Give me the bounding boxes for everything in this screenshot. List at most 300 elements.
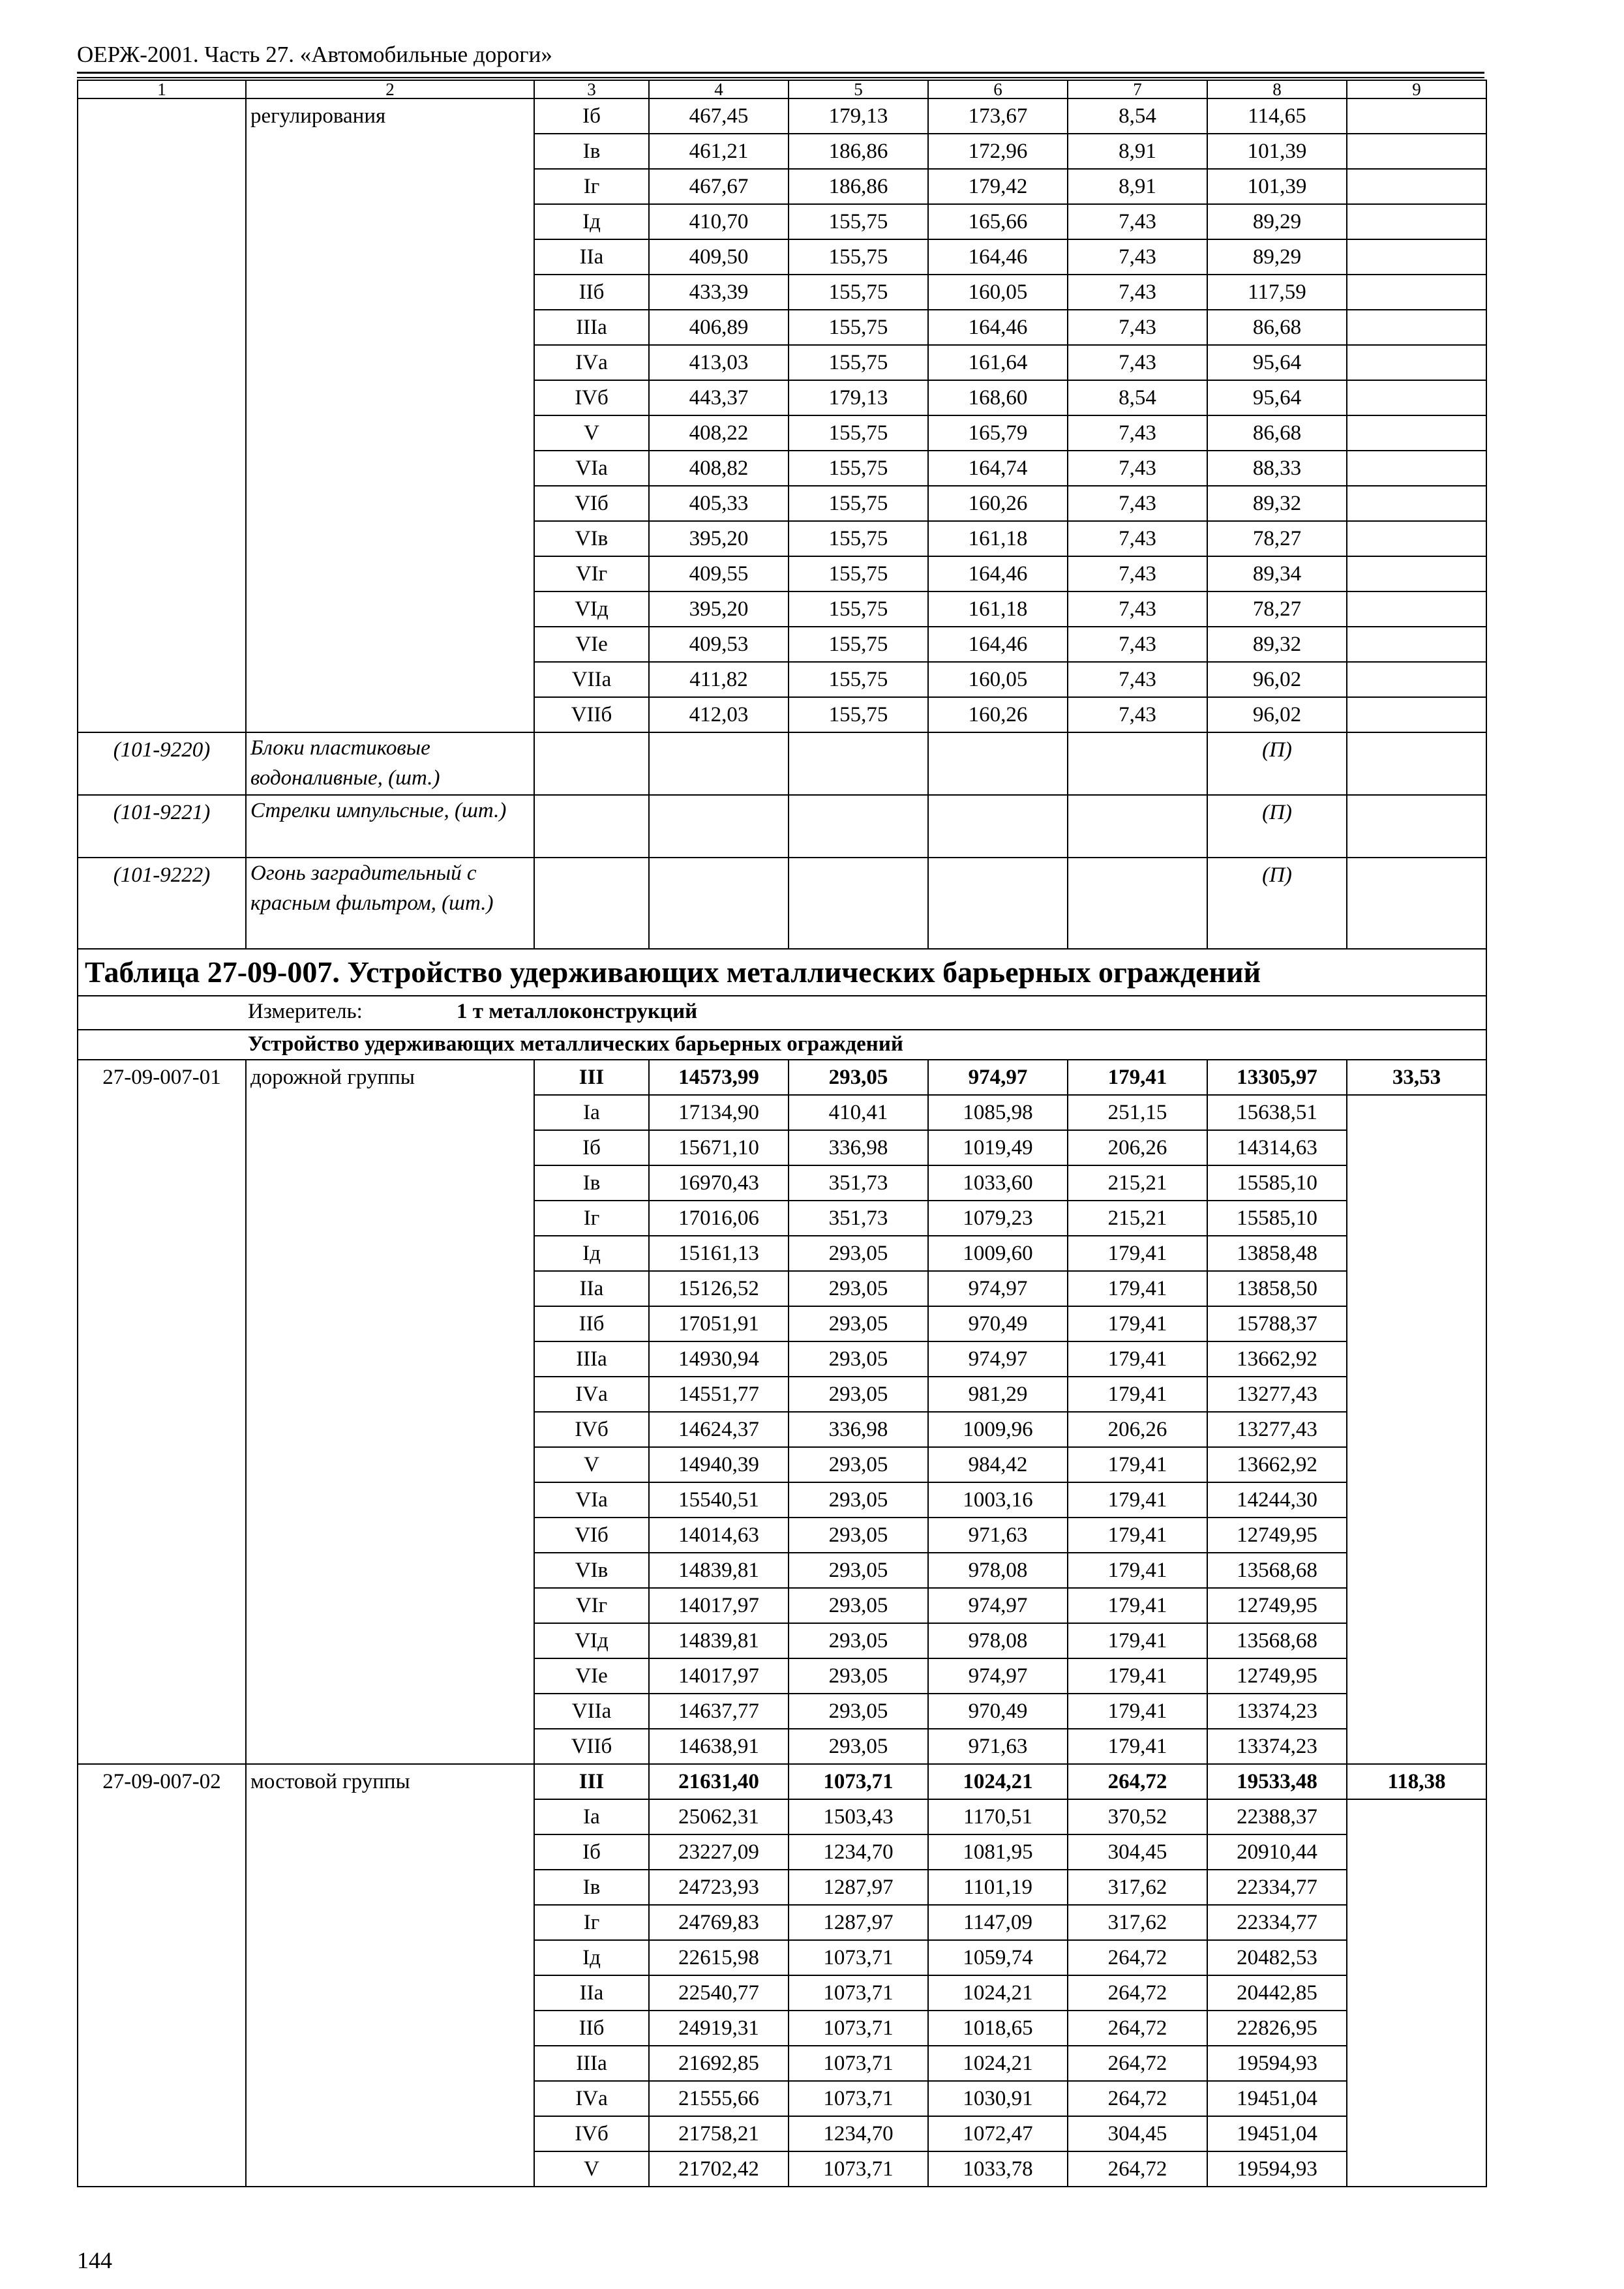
table-cell: 971,63 bbox=[928, 1729, 1068, 1764]
table-cell: 78,27 bbox=[1207, 591, 1347, 627]
table-cell: Iа bbox=[534, 1799, 649, 1834]
column-number: 3 bbox=[534, 80, 649, 98]
table-cell: VIе bbox=[534, 627, 649, 662]
table-cell: V bbox=[534, 415, 649, 451]
table-cell: 164,46 bbox=[928, 627, 1068, 662]
table-cell: 155,75 bbox=[789, 310, 928, 345]
table-cell: 21702,42 bbox=[649, 2151, 789, 2187]
empty-cell bbox=[1347, 1799, 1486, 2187]
table-cell: 13374,23 bbox=[1207, 1694, 1347, 1729]
material-item-row bbox=[78, 732, 1486, 795]
table-cell: 164,46 bbox=[928, 239, 1068, 275]
table-cell: 1079,23 bbox=[928, 1201, 1068, 1236]
table-cell: 409,55 bbox=[649, 556, 789, 591]
table-cell: 293,05 bbox=[789, 1271, 928, 1306]
table-cell: 984,42 bbox=[928, 1447, 1068, 1482]
table-cell: 161,64 bbox=[928, 345, 1068, 380]
table-cell: 1009,60 bbox=[928, 1236, 1068, 1271]
table-cell: 86,68 bbox=[1207, 310, 1347, 345]
table-cell: 161,18 bbox=[928, 591, 1068, 627]
table-cell: 264,72 bbox=[1068, 1764, 1207, 1799]
table-cell: 15126,52 bbox=[649, 1271, 789, 1306]
table-cell: 264,72 bbox=[1068, 2046, 1207, 2081]
table-cell: IIа bbox=[534, 1271, 649, 1306]
table-cell: 1147,09 bbox=[928, 1905, 1068, 1940]
table-cell: VIг bbox=[534, 1588, 649, 1623]
table-cell: 89,29 bbox=[1207, 204, 1347, 239]
table-cell: 24723,93 bbox=[649, 1870, 789, 1905]
table-cell: 19451,04 bbox=[1207, 2081, 1347, 2116]
table-cell: 164,46 bbox=[928, 556, 1068, 591]
table-cell: 155,75 bbox=[789, 204, 928, 239]
column-number: 2 bbox=[246, 80, 534, 98]
item-code: (101-9222) bbox=[78, 858, 246, 949]
table-row-main bbox=[78, 1060, 1486, 1095]
empty-cell bbox=[649, 795, 789, 858]
table-cell: 17051,91 bbox=[649, 1306, 789, 1341]
table-cell: 179,41 bbox=[1068, 1482, 1207, 1518]
table-cell: 164,46 bbox=[928, 310, 1068, 345]
table-cell: 14638,91 bbox=[649, 1729, 789, 1764]
table-cell: IIб bbox=[534, 275, 649, 310]
table-cell: 411,82 bbox=[649, 662, 789, 697]
table-cell: 1024,21 bbox=[928, 2046, 1068, 2081]
empty-cell bbox=[1347, 415, 1486, 451]
table-cell: 15788,37 bbox=[1207, 1306, 1347, 1341]
table-cell: 15671,10 bbox=[649, 1130, 789, 1165]
table-cell: VIб bbox=[534, 486, 649, 521]
table-cell: IVа bbox=[534, 2081, 649, 2116]
column-number-row bbox=[78, 80, 1486, 98]
table-row-main bbox=[78, 1764, 1486, 1799]
table-cell: Iг bbox=[534, 169, 649, 204]
table-cell: 7,43 bbox=[1068, 451, 1207, 486]
table-cell: 251,15 bbox=[1068, 1095, 1207, 1130]
table-cell: 160,05 bbox=[928, 275, 1068, 310]
column-number: 8 bbox=[1207, 80, 1347, 98]
empty-cell bbox=[1347, 627, 1486, 662]
item-mark: (П) bbox=[1207, 732, 1347, 795]
table-cell: 336,98 bbox=[789, 1412, 928, 1447]
table-cell: 409,50 bbox=[649, 239, 789, 275]
table-cell: 155,75 bbox=[789, 591, 928, 627]
empty-cell bbox=[1347, 795, 1486, 858]
table-cell: 179,41 bbox=[1068, 1518, 1207, 1553]
table-cell: 293,05 bbox=[789, 1377, 928, 1412]
table-cell: 86,68 bbox=[1207, 415, 1347, 451]
table-cell: 351,73 bbox=[789, 1201, 928, 1236]
table-cell: 978,08 bbox=[928, 1623, 1068, 1658]
table-cell: 8,91 bbox=[1068, 169, 1207, 204]
table-cell: 33,53 bbox=[1347, 1060, 1486, 1095]
table-row bbox=[78, 98, 1486, 134]
page-header: ОЕРЖ-2001. Часть 27. «Автомобильные дороги» bbox=[77, 42, 552, 67]
table-cell: 1234,70 bbox=[789, 2116, 928, 2151]
table-cell: 21555,66 bbox=[649, 2081, 789, 2116]
table-cell: 12749,95 bbox=[1207, 1588, 1347, 1623]
table-cell: 395,20 bbox=[649, 521, 789, 556]
table-cell: 155,75 bbox=[789, 521, 928, 556]
empty-cell bbox=[1347, 521, 1486, 556]
table-cell: 293,05 bbox=[789, 1588, 928, 1623]
table-cell: VIд bbox=[534, 1623, 649, 1658]
table-cell: 1019,49 bbox=[928, 1130, 1068, 1165]
table-cell: 118,38 bbox=[1347, 1764, 1486, 1799]
table-cell: 7,43 bbox=[1068, 204, 1207, 239]
table-cell: 1073,71 bbox=[789, 2081, 928, 2116]
table-cell: 974,97 bbox=[928, 1341, 1068, 1377]
table-cell: 14930,94 bbox=[649, 1341, 789, 1377]
table-cell: 410,70 bbox=[649, 204, 789, 239]
table-cell: 22615,98 bbox=[649, 1940, 789, 1975]
table-cell: IIа bbox=[534, 239, 649, 275]
table-cell: 165,79 bbox=[928, 415, 1068, 451]
table-cell: 20482,53 bbox=[1207, 1940, 1347, 1975]
table-cell: 395,20 bbox=[649, 591, 789, 627]
empty-cell bbox=[1347, 310, 1486, 345]
table-cell: 179,41 bbox=[1068, 1271, 1207, 1306]
table-cell: 21758,21 bbox=[649, 2116, 789, 2151]
item-code: (101-9221) bbox=[78, 795, 246, 858]
table-cell: 168,60 bbox=[928, 380, 1068, 415]
column-number: 7 bbox=[1068, 80, 1207, 98]
table-cell: Iб bbox=[534, 98, 649, 134]
table-cell: 179,41 bbox=[1068, 1060, 1207, 1095]
name-cell: регулирования bbox=[246, 98, 534, 732]
table-cell: Iд bbox=[534, 204, 649, 239]
table-cell: 406,89 bbox=[649, 310, 789, 345]
table-cell: VIIа bbox=[534, 1694, 649, 1729]
table-cell: 22826,95 bbox=[1207, 2011, 1347, 2046]
empty-cell bbox=[649, 858, 789, 949]
table-cell: 981,29 bbox=[928, 1377, 1068, 1412]
table-cell: 14573,99 bbox=[649, 1060, 789, 1095]
table-cell: 101,39 bbox=[1207, 134, 1347, 169]
table-cell: 1073,71 bbox=[789, 1975, 928, 2011]
empty-cell bbox=[534, 858, 649, 949]
table-cell: 1287,97 bbox=[789, 1905, 928, 1940]
table-cell: 293,05 bbox=[789, 1623, 928, 1658]
table-cell: 179,41 bbox=[1068, 1694, 1207, 1729]
table-cell: 155,75 bbox=[789, 662, 928, 697]
table-cell: 293,05 bbox=[789, 1729, 928, 1764]
item-code: (101-9220) bbox=[78, 732, 246, 795]
table-cell: 14314,63 bbox=[1207, 1130, 1347, 1165]
table-cell: 264,72 bbox=[1068, 2151, 1207, 2187]
table-cell: 155,75 bbox=[789, 486, 928, 521]
table-cell: 21692,85 bbox=[649, 2046, 789, 2081]
table-cell: 179,41 bbox=[1068, 1306, 1207, 1341]
table-cell: 14244,30 bbox=[1207, 1482, 1347, 1518]
empty-cell bbox=[1347, 1095, 1486, 1764]
table-cell: 1018,65 bbox=[928, 2011, 1068, 2046]
empty-cell bbox=[1347, 345, 1486, 380]
table-cell: VIа bbox=[534, 451, 649, 486]
table-cell: 1073,71 bbox=[789, 2046, 928, 2081]
table-cell: 1024,21 bbox=[928, 1975, 1068, 2011]
table-cell: 1003,16 bbox=[928, 1482, 1068, 1518]
table-cell: 25062,31 bbox=[649, 1799, 789, 1834]
empty-cell bbox=[1347, 697, 1486, 732]
table-cell: 293,05 bbox=[789, 1518, 928, 1553]
table-cell: 14940,39 bbox=[649, 1447, 789, 1482]
table-cell: Iг bbox=[534, 1201, 649, 1236]
table-cell: 317,62 bbox=[1068, 1870, 1207, 1905]
table-cell: 117,59 bbox=[1207, 275, 1347, 310]
table-cell: 186,86 bbox=[789, 169, 928, 204]
table-cell: IVб bbox=[534, 2116, 649, 2151]
item-mark: (П) bbox=[1207, 858, 1347, 949]
empty-cell bbox=[789, 795, 928, 858]
table-cell: 179,41 bbox=[1068, 1236, 1207, 1271]
table-cell: 14624,37 bbox=[649, 1412, 789, 1447]
table-cell: 13858,50 bbox=[1207, 1271, 1347, 1306]
table-cell: Iа bbox=[534, 1095, 649, 1130]
table-cell: 22540,77 bbox=[649, 1975, 789, 2011]
table-cell: 14014,63 bbox=[649, 1518, 789, 1553]
header-rule-thin bbox=[77, 77, 1484, 78]
item-name: Стрелки импульсные, (шт.) bbox=[246, 795, 534, 858]
table-cell: 461,21 bbox=[649, 134, 789, 169]
table-cell: 7,43 bbox=[1068, 521, 1207, 556]
table-cell: 7,43 bbox=[1068, 239, 1207, 275]
table-cell: 408,82 bbox=[649, 451, 789, 486]
table-cell: 14839,81 bbox=[649, 1553, 789, 1588]
table-cell: 95,64 bbox=[1207, 380, 1347, 415]
table-cell: 12749,95 bbox=[1207, 1518, 1347, 1553]
table-cell: 179,41 bbox=[1068, 1447, 1207, 1482]
table-cell: 304,45 bbox=[1068, 2116, 1207, 2151]
table-cell: 15638,51 bbox=[1207, 1095, 1347, 1130]
table-cell: IIIа bbox=[534, 1341, 649, 1377]
table-cell: 408,22 bbox=[649, 415, 789, 451]
table-cell: Iд bbox=[534, 1236, 649, 1271]
table-cell: IIа bbox=[534, 1975, 649, 2011]
table-cell: 114,65 bbox=[1207, 98, 1347, 134]
material-item-row bbox=[78, 795, 1486, 858]
empty-cell bbox=[1347, 451, 1486, 486]
table-cell: 13277,43 bbox=[1207, 1412, 1347, 1447]
table-cell: 1085,98 bbox=[928, 1095, 1068, 1130]
table-cell: 13374,23 bbox=[1207, 1729, 1347, 1764]
table-cell: 413,03 bbox=[649, 345, 789, 380]
table-cell: 179,41 bbox=[1068, 1341, 1207, 1377]
table-cell: VIв bbox=[534, 521, 649, 556]
table-cell: 410,41 bbox=[789, 1095, 928, 1130]
rate-code: 27-09-007-02 bbox=[78, 1764, 246, 2187]
table-cell: 405,33 bbox=[649, 486, 789, 521]
table-cell: 179,13 bbox=[789, 380, 928, 415]
empty-cell bbox=[1347, 486, 1486, 521]
table-cell: 172,96 bbox=[928, 134, 1068, 169]
measure-value: 1 т металлоконструкций bbox=[457, 1000, 698, 1023]
table-cell: 14637,77 bbox=[649, 1694, 789, 1729]
table-cell: 293,05 bbox=[789, 1236, 928, 1271]
table-cell: 7,43 bbox=[1068, 415, 1207, 451]
empty-cell bbox=[1347, 98, 1486, 134]
table-cell: 467,45 bbox=[649, 98, 789, 134]
table-title: Таблица 27-09-007. Устройство удерживающих металлических барьерных ограждений bbox=[78, 949, 1486, 996]
table-cell: 78,27 bbox=[1207, 521, 1347, 556]
table-cell: 293,05 bbox=[789, 1694, 928, 1729]
table-cell: 971,63 bbox=[928, 1518, 1068, 1553]
table-cell: 1170,51 bbox=[928, 1799, 1068, 1834]
empty-cell bbox=[1347, 204, 1486, 239]
table-cell: 467,67 bbox=[649, 169, 789, 204]
table-cell: 88,33 bbox=[1207, 451, 1347, 486]
table-cell: 155,75 bbox=[789, 345, 928, 380]
table-cell: 317,62 bbox=[1068, 1905, 1207, 1940]
table-cell: 1073,71 bbox=[789, 1940, 928, 1975]
table-cell: 264,72 bbox=[1068, 2011, 1207, 2046]
table-cell: 22388,37 bbox=[1207, 1799, 1347, 1834]
table-cell: IIIа bbox=[534, 310, 649, 345]
table-cell: 14551,77 bbox=[649, 1377, 789, 1412]
table-cell: 155,75 bbox=[789, 451, 928, 486]
table-cell: Iв bbox=[534, 1870, 649, 1905]
table-cell: 13568,68 bbox=[1207, 1623, 1347, 1658]
rate-name: мостовой группы bbox=[246, 1764, 534, 2187]
table-cell: V bbox=[534, 2151, 649, 2187]
table-cell: 17134,90 bbox=[649, 1095, 789, 1130]
table-cell: 1072,47 bbox=[928, 2116, 1068, 2151]
page-number: 144 bbox=[77, 2247, 112, 2273]
table-cell: III bbox=[534, 1060, 649, 1095]
table-cell: 264,72 bbox=[1068, 1975, 1207, 2011]
table-cell: Iб bbox=[534, 1130, 649, 1165]
table-cell: 1009,96 bbox=[928, 1412, 1068, 1447]
table-cell: 155,75 bbox=[789, 627, 928, 662]
table-cell: 7,43 bbox=[1068, 310, 1207, 345]
table-cell: 1503,43 bbox=[789, 1799, 928, 1834]
table-cell: 173,67 bbox=[928, 98, 1068, 134]
table-cell: 215,21 bbox=[1068, 1165, 1207, 1201]
table-cell: 19451,04 bbox=[1207, 2116, 1347, 2151]
table-cell: Iб bbox=[534, 1834, 649, 1870]
table-cell: 978,08 bbox=[928, 1553, 1068, 1588]
table-cell: 23227,09 bbox=[649, 1834, 789, 1870]
table-cell: IIб bbox=[534, 2011, 649, 2046]
table-cell: 970,49 bbox=[928, 1306, 1068, 1341]
empty-cell bbox=[1347, 556, 1486, 591]
table-cell: 179,41 bbox=[1068, 1588, 1207, 1623]
table-cell: 1234,70 bbox=[789, 1834, 928, 1870]
table-cell: 16970,43 bbox=[649, 1165, 789, 1201]
measure-label: Измеритель: bbox=[248, 1000, 363, 1023]
column-number: 1 bbox=[78, 80, 246, 98]
item-name: Огонь заградительный с красным фильтром, (шт.) bbox=[246, 858, 534, 949]
table-cell: III bbox=[534, 1764, 649, 1799]
table-cell: 409,53 bbox=[649, 627, 789, 662]
table-cell: 96,02 bbox=[1207, 662, 1347, 697]
table-cell: 13305,97 bbox=[1207, 1060, 1347, 1095]
table-cell: 155,75 bbox=[789, 697, 928, 732]
table-cell: 293,05 bbox=[789, 1306, 928, 1341]
table-cell: 1101,19 bbox=[928, 1870, 1068, 1905]
table-cell: VIIб bbox=[534, 1729, 649, 1764]
table-cell: 155,75 bbox=[789, 415, 928, 451]
column-number: 4 bbox=[649, 80, 789, 98]
table-cell: 14017,97 bbox=[649, 1658, 789, 1694]
table-cell: 95,64 bbox=[1207, 345, 1347, 380]
header-rule bbox=[77, 72, 1484, 74]
table-cell: 155,75 bbox=[789, 556, 928, 591]
table-cell: 15585,10 bbox=[1207, 1201, 1347, 1236]
table-cell: 293,05 bbox=[789, 1060, 928, 1095]
table-cell: Iв bbox=[534, 1165, 649, 1201]
empty-cell bbox=[928, 858, 1068, 949]
table-cell: 336,98 bbox=[789, 1130, 928, 1165]
table-cell: 89,32 bbox=[1207, 486, 1347, 521]
table-cell: 7,43 bbox=[1068, 591, 1207, 627]
table-cell: 1033,78 bbox=[928, 2151, 1068, 2187]
table-cell: 155,75 bbox=[789, 239, 928, 275]
table-cell: IVа bbox=[534, 345, 649, 380]
table-cell: 17016,06 bbox=[649, 1201, 789, 1236]
table-cell: 7,43 bbox=[1068, 627, 1207, 662]
table-cell: 264,72 bbox=[1068, 2081, 1207, 2116]
table-cell: 12749,95 bbox=[1207, 1658, 1347, 1694]
item-name: Блоки пластиковые водоналивные, (шт.) bbox=[246, 732, 534, 795]
table-cell: 19594,93 bbox=[1207, 2151, 1347, 2187]
table-cell: 7,43 bbox=[1068, 556, 1207, 591]
table-cell: V bbox=[534, 1447, 649, 1482]
table-cell: 89,34 bbox=[1207, 556, 1347, 591]
table-cell: 19594,93 bbox=[1207, 2046, 1347, 2081]
table-cell: 8,54 bbox=[1068, 98, 1207, 134]
table-cell: 264,72 bbox=[1068, 1940, 1207, 1975]
table-cell: 1059,74 bbox=[928, 1940, 1068, 1975]
table-cell: VIд bbox=[534, 591, 649, 627]
section-title-row bbox=[78, 1030, 1486, 1060]
table-cell: 293,05 bbox=[789, 1658, 928, 1694]
table-cell: 1073,71 bbox=[789, 2151, 928, 2187]
table-cell: 179,41 bbox=[1068, 1377, 1207, 1412]
empty-cell bbox=[649, 732, 789, 795]
empty-cell bbox=[1347, 169, 1486, 204]
table-cell: 14017,97 bbox=[649, 1588, 789, 1623]
empty-cell bbox=[1068, 795, 1207, 858]
table-cell: VIIа bbox=[534, 662, 649, 697]
column-number: 5 bbox=[789, 80, 928, 98]
table-cell: 13568,68 bbox=[1207, 1553, 1347, 1588]
table-cell: 15161,13 bbox=[649, 1236, 789, 1271]
table-cell: 7,43 bbox=[1068, 345, 1207, 380]
empty-cell bbox=[1347, 239, 1486, 275]
item-mark: (П) bbox=[1207, 795, 1347, 858]
empty-cell bbox=[789, 858, 928, 949]
table-cell: VIб bbox=[534, 1518, 649, 1553]
table-cell: Iд bbox=[534, 1940, 649, 1975]
table-cell: 13662,92 bbox=[1207, 1341, 1347, 1377]
table-cell: IIIа bbox=[534, 2046, 649, 2081]
table-cell: 21631,40 bbox=[649, 1764, 789, 1799]
table-cell: 412,03 bbox=[649, 697, 789, 732]
empty-cell bbox=[1068, 858, 1207, 949]
table-title-row bbox=[78, 949, 1486, 996]
table-cell: 293,05 bbox=[789, 1447, 928, 1482]
empty-cell bbox=[1347, 134, 1486, 169]
empty-cell bbox=[1347, 858, 1486, 949]
table-cell: 89,32 bbox=[1207, 627, 1347, 662]
table-cell: 13277,43 bbox=[1207, 1377, 1347, 1412]
table-cell: 15585,10 bbox=[1207, 1165, 1347, 1201]
rate-name: дорожной группы bbox=[246, 1060, 534, 1764]
table-cell: 443,37 bbox=[649, 380, 789, 415]
table-cell: 179,41 bbox=[1068, 1623, 1207, 1658]
table-cell: 7,43 bbox=[1068, 697, 1207, 732]
empty-cell bbox=[1347, 662, 1486, 697]
